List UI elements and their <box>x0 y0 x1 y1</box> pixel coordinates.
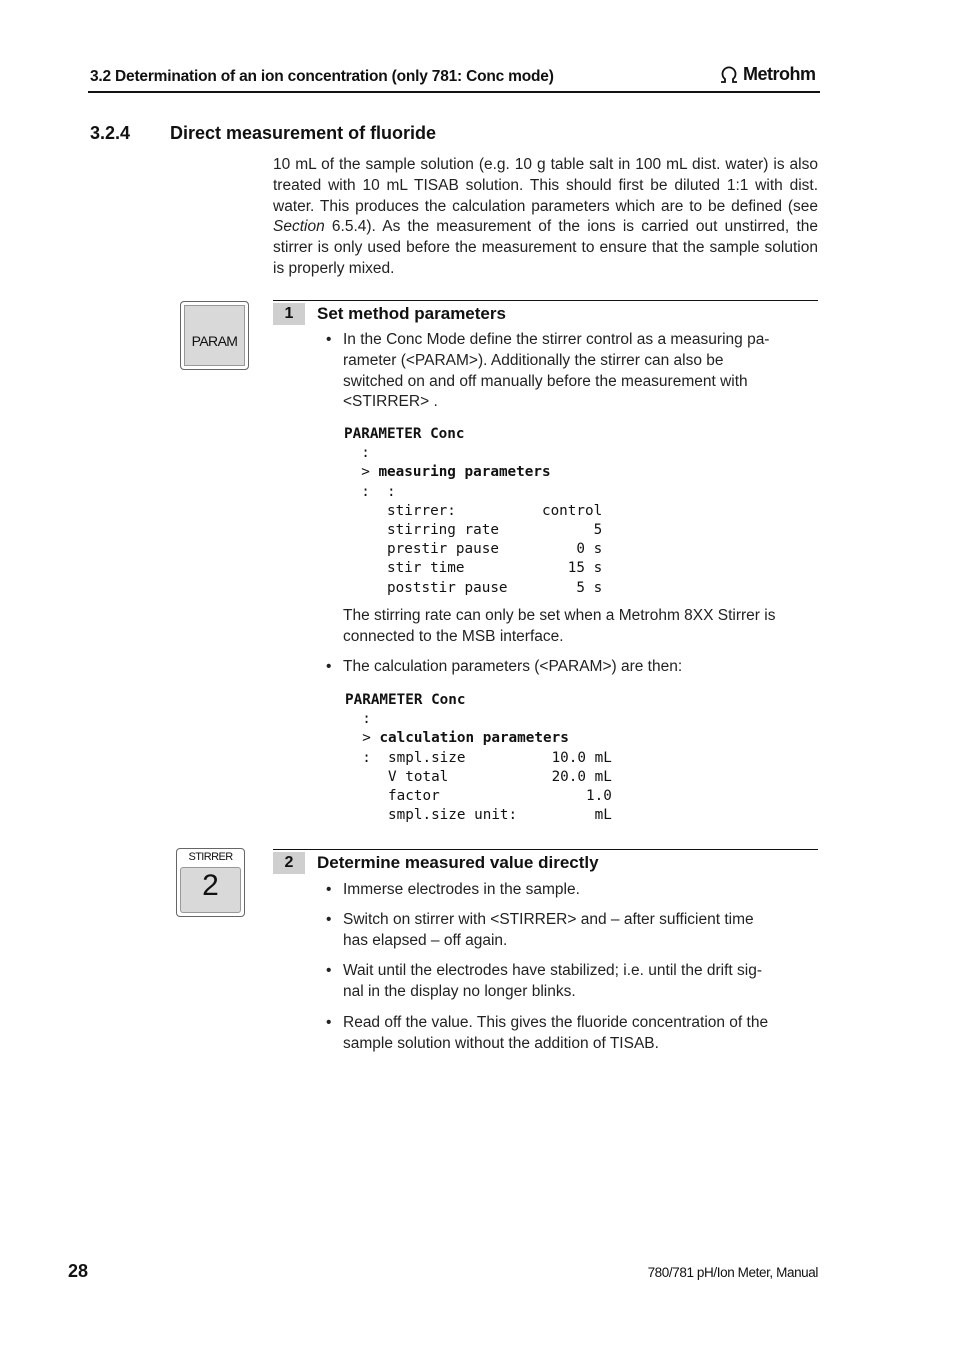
step1-title: Set method parameters <box>317 304 506 323</box>
bullet-dot: • <box>326 1014 332 1031</box>
bullet-dot: • <box>326 911 332 928</box>
step1-number: 1 <box>273 303 305 325</box>
step2-bullet3: Wait until the electrodes have stabilized; i.e. until the drift sig- nal in the display no longer blinks. <box>343 962 762 1000</box>
display-measuring-parameters: PARAMETER Conc : > measuring parameters : : stirrer: control stirring rate 5 prestir pause 0 s stir time 15 s poststir pause 5 s <box>344 426 603 596</box>
param-key-label: PARAM <box>191 333 238 349</box>
step1-rule <box>273 300 818 301</box>
bullet-dot: • <box>326 962 332 979</box>
step2-bullet2: Switch on stirrer with <STIRRER> and – after sufficient time has elapsed – off again. <box>343 911 754 949</box>
display-calculation-parameters: PARAMETER Conc : > calculation parameters : smpl.size 10.0 mL V total 20.0 mL factor 1.0 smpl.size unit: mL <box>345 692 612 824</box>
stirrer-key-label: STIRRER <box>188 851 233 863</box>
param-key <box>180 301 249 370</box>
step1-bullet2: The calculation parameters (<PARAM>) are then: <box>343 658 683 675</box>
step1-bullet1: In the Conc Mode define the stirrer control as a measuring pa- rameter (<PARAM>). Additionally the stirrer can also be switched on and off manually before the measurement with <STIRRER> . <box>343 331 770 411</box>
intro-paragraph: 10 mL of the sample solution (e.g. 10 g table salt in 100 mL dist. water) is also treated with 10 mL TISAB solution. This should first be diluted 1:1 with dist. water. This produces the calculation parameters which are to be defined (see Section 6.5.4). As the measurement of the ions is carried out unstirred, the stirrer is only used before the measurement to ensure that the sample solution is properly mixed. <box>273 156 818 277</box>
bullet-dot: • <box>326 881 332 898</box>
step2-rule <box>273 849 818 850</box>
step2-number: 2 <box>273 852 305 874</box>
step2-bullet4: Read off the value. This gives the fluoride concentration of the sample solution without the addition of TISAB. <box>343 1014 769 1052</box>
running-header-title: 3.2 Determination of an ion concentration (only 781: Conc mode) <box>90 68 554 85</box>
page-number: 28 <box>68 1261 89 1281</box>
stirrer-key-number: 2 <box>202 869 219 902</box>
metrohm-logo <box>718 64 816 85</box>
omega-logo-icon <box>718 66 740 84</box>
step2-title: Determine measured value directly <box>317 853 599 872</box>
step2-bullet1: Immerse electrodes in the sample. <box>343 881 580 898</box>
manual-title: 780/781 pH/Ion Meter, Manual <box>647 1265 818 1280</box>
logo-text: Metrohm <box>743 64 816 84</box>
header-rule <box>88 91 820 93</box>
stirrer-note: The stirring rate can only be set when a Metrohm 8XX Stirrer is connected to the MSB interface. <box>343 607 776 645</box>
bullet-dot: • <box>326 331 332 348</box>
section-number: 3.2.4 <box>90 123 131 143</box>
section-title: Direct measurement of fluoride <box>170 123 437 143</box>
stirrer-key <box>176 848 245 917</box>
bullet-dot: • <box>326 658 332 675</box>
